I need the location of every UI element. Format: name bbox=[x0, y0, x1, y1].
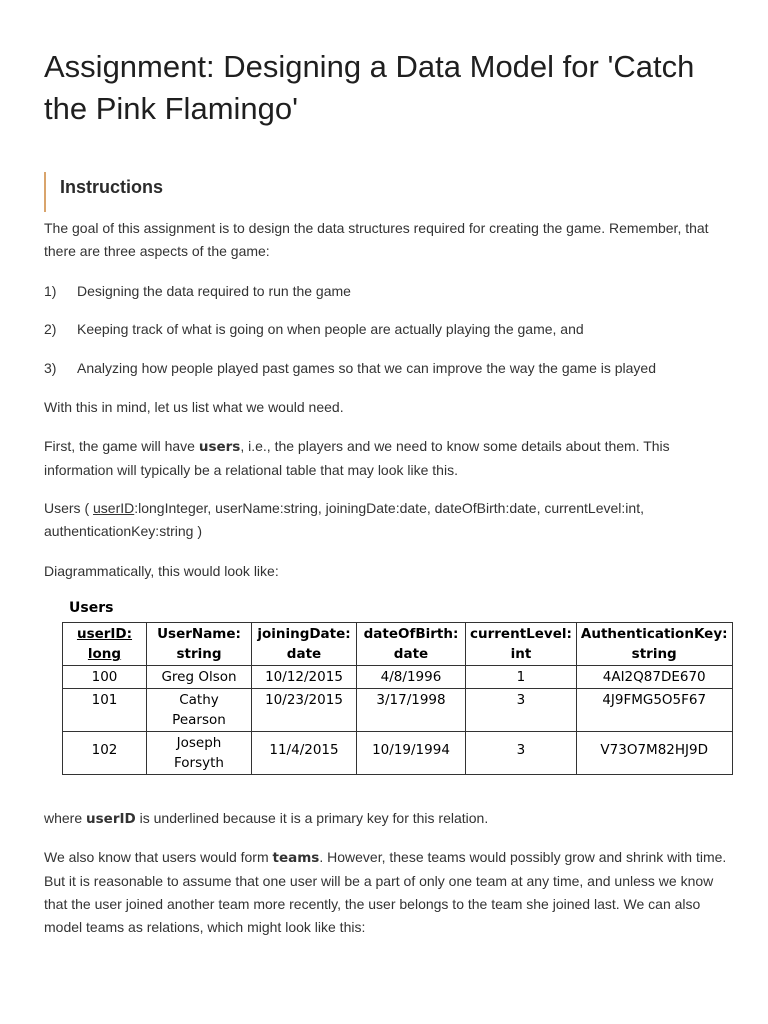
where-after: is underlined because it is a primary key for this relation. bbox=[135, 810, 489, 826]
teams-before: We also know that users would form bbox=[44, 849, 273, 865]
table-cell: V73O7M82HJ9D bbox=[576, 732, 732, 775]
with-this-paragraph: With this in mind, let us list what we would need. bbox=[44, 399, 344, 415]
table-header-row bbox=[63, 623, 733, 666]
header-line2: int bbox=[510, 646, 532, 662]
table-cell: 11/4/2015 bbox=[252, 732, 357, 775]
column-header bbox=[576, 623, 732, 666]
intro-paragraph: The goal of this assignment is to design the data structures required for creating the game. Remember, that there are three aspects of the game: bbox=[44, 220, 709, 259]
table-cell: 10/23/2015 bbox=[252, 689, 357, 732]
users-paragraph bbox=[44, 435, 734, 482]
header-line1: UserName: bbox=[157, 626, 241, 642]
instructions-section-header bbox=[44, 172, 344, 212]
table-cell: 4/8/1996 bbox=[357, 666, 466, 689]
table-row bbox=[63, 666, 733, 689]
section-accent-bar bbox=[44, 172, 46, 212]
header-line1: dateOfBirth: bbox=[363, 626, 459, 642]
users-table bbox=[62, 622, 733, 775]
header-line2: long bbox=[87, 646, 122, 662]
table-cell: Cathy Pearson bbox=[147, 689, 252, 732]
column-header bbox=[466, 623, 577, 666]
list-text: Keeping track of what is going on when people are actually playing the game, and bbox=[77, 321, 584, 337]
table-cell: Joseph Forsyth bbox=[147, 732, 252, 775]
schema-prefix: Users ( bbox=[44, 500, 93, 516]
column-header bbox=[63, 623, 147, 666]
table-title: Users bbox=[69, 600, 114, 616]
list-number: 3) bbox=[44, 360, 57, 376]
teams-paragraph bbox=[44, 846, 734, 939]
teams-after: . However, these teams would possibly grow and shrink with time. But it is reasonable to assume that one user will be a part of only one team at any time, and unless we know that the user joined another team more recently, the user belongs to the team she joined last. We can also model teams as relations, which might look like this: bbox=[44, 849, 727, 935]
table-cell: Greg Olson bbox=[147, 666, 252, 689]
schema-paragraph bbox=[44, 497, 734, 543]
teams-bold-term: teams bbox=[272, 850, 320, 866]
table-cell: 3/17/1998 bbox=[357, 689, 466, 732]
table-cell: 100 bbox=[63, 666, 147, 689]
table-cell: 3 bbox=[466, 689, 577, 732]
table-cell: 4AI2Q87DE670 bbox=[576, 666, 732, 689]
table-cell: 102 bbox=[63, 732, 147, 775]
list-text: Analyzing how people played past games so that we can improve the way the game is played bbox=[77, 360, 657, 376]
list-number: 1) bbox=[44, 283, 57, 299]
header-line1: joiningDate: bbox=[257, 626, 351, 642]
schema-primary-key: userID bbox=[93, 500, 135, 516]
header-line1: AuthenticationKey: bbox=[580, 626, 728, 642]
diagram-intro-paragraph: Diagrammatically, this would look like: bbox=[44, 563, 279, 579]
schema-rest: :longInteger, userName:string, joiningDate:date, dateOfBirth:date, currentLevel:int, authenticationKey:string ) bbox=[44, 500, 644, 539]
table-row bbox=[63, 689, 733, 732]
primary-key-note bbox=[44, 807, 734, 831]
column-header bbox=[357, 623, 466, 666]
header-line2: date bbox=[286, 646, 322, 662]
list-text: Designing the data required to run the game bbox=[77, 283, 351, 299]
users-bold-term: users bbox=[198, 439, 241, 455]
table-cell: 10/12/2015 bbox=[252, 666, 357, 689]
column-header bbox=[252, 623, 357, 666]
users-para-before: First, the game will have bbox=[44, 438, 199, 454]
header-line1: currentLevel: bbox=[470, 626, 572, 642]
table-cell: 101 bbox=[63, 689, 147, 732]
header-line2: string bbox=[176, 646, 222, 662]
header-line1: userID: bbox=[76, 626, 133, 642]
header-line2: string bbox=[631, 646, 677, 662]
table-cell: 4J9FMG5O5F67 bbox=[576, 689, 732, 732]
list-number: 2) bbox=[44, 321, 57, 337]
table-cell: 10/19/1994 bbox=[357, 732, 466, 775]
table-cell: 1 bbox=[466, 666, 577, 689]
column-header bbox=[147, 623, 252, 666]
section-heading: Instructions bbox=[60, 177, 164, 197]
users-para-after: , i.e., the players and we need to know some details about them. This information will typically be a relational table that may look like this. bbox=[44, 438, 670, 478]
where-bold-term: userID bbox=[86, 811, 136, 827]
page-title: Assignment: Designing a Data Model for 'Catch the Pink Flamingo' bbox=[44, 49, 695, 126]
table-cell: 3 bbox=[466, 732, 577, 775]
table-row bbox=[63, 732, 733, 775]
header-line2: date bbox=[393, 646, 429, 662]
where-before: where bbox=[44, 810, 87, 826]
